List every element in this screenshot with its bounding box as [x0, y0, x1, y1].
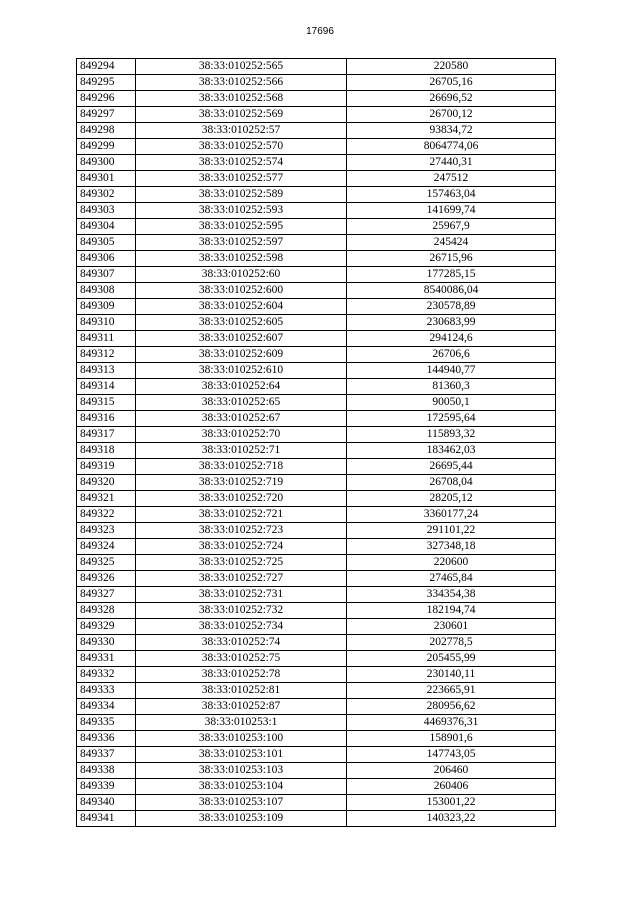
table-row: [77, 555, 556, 571]
cadastral-number-cell: 38:33:010253:109: [136, 811, 347, 827]
row-number-cell: 849317: [77, 427, 136, 443]
table-row: [77, 539, 556, 555]
row-number-cell: 849336: [77, 731, 136, 747]
value-cell: 8540086,04: [347, 283, 556, 299]
table-row: [77, 283, 556, 299]
row-number-cell: 849338: [77, 763, 136, 779]
cadastral-number-cell: 38:33:010252:598: [136, 251, 347, 267]
value-cell: 26695,44: [347, 459, 556, 475]
value-cell: 280956,62: [347, 699, 556, 715]
row-number-cell: 849316: [77, 411, 136, 427]
cadastral-number-cell: 38:33:010252:597: [136, 235, 347, 251]
cadastral-number-cell: 38:33:010252:75: [136, 651, 347, 667]
row-number-cell: 849331: [77, 651, 136, 667]
row-number-cell: 849295: [77, 75, 136, 91]
row-number-cell: 849311: [77, 331, 136, 347]
row-number-cell: 849297: [77, 107, 136, 123]
row-number-cell: 849296: [77, 91, 136, 107]
value-cell: 230578,89: [347, 299, 556, 315]
row-number-cell: 849294: [77, 59, 136, 75]
row-number-cell: 849333: [77, 683, 136, 699]
value-cell: 158901,6: [347, 731, 556, 747]
cadastral-number-cell: 38:33:010252:609: [136, 347, 347, 363]
row-number-cell: 849335: [77, 715, 136, 731]
row-number-cell: 849312: [77, 347, 136, 363]
row-number-cell: 849303: [77, 203, 136, 219]
value-cell: 153001,22: [347, 795, 556, 811]
table-row: [77, 203, 556, 219]
table-row: [77, 219, 556, 235]
cadastral-number-cell: 38:33:010252:734: [136, 619, 347, 635]
table-row: [77, 747, 556, 763]
cadastral-number-cell: 38:33:010253:100: [136, 731, 347, 747]
table-row: [77, 667, 556, 683]
table-row: [77, 651, 556, 667]
cadastral-number-cell: 38:33:010252:81: [136, 683, 347, 699]
value-cell: 334354,38: [347, 587, 556, 603]
row-number-cell: 849323: [77, 523, 136, 539]
value-cell: 4469376,31: [347, 715, 556, 731]
table-row: [77, 811, 556, 827]
cadastral-number-cell: 38:33:010252:87: [136, 699, 347, 715]
row-number-cell: 849298: [77, 123, 136, 139]
cadastral-number-cell: 38:33:010252:71: [136, 443, 347, 459]
table-row: [77, 379, 556, 395]
cadastral-number-cell: 38:33:010253:103: [136, 763, 347, 779]
cadastral-number-cell: 38:33:010252:723: [136, 523, 347, 539]
table-row: [77, 59, 556, 75]
cadastral-number-cell: 38:33:010252:731: [136, 587, 347, 603]
row-number-cell: 849314: [77, 379, 136, 395]
table-row: [77, 251, 556, 267]
cadastral-number-cell: 38:33:010253:104: [136, 779, 347, 795]
row-number-cell: 849318: [77, 443, 136, 459]
table-row: [77, 299, 556, 315]
row-number-cell: 849337: [77, 747, 136, 763]
value-cell: 230140,11: [347, 667, 556, 683]
row-number-cell: 849320: [77, 475, 136, 491]
table-row: [77, 443, 556, 459]
value-cell: 26700,12: [347, 107, 556, 123]
cadastral-number-cell: 38:33:010252:727: [136, 571, 347, 587]
value-cell: 27465,84: [347, 571, 556, 587]
row-number-cell: 849299: [77, 139, 136, 155]
table-row: [77, 139, 556, 155]
value-cell: 26715,96: [347, 251, 556, 267]
table-row: [77, 315, 556, 331]
value-cell: 26706,6: [347, 347, 556, 363]
row-number-cell: 849324: [77, 539, 136, 555]
cadastral-number-cell: 38:33:010253:107: [136, 795, 347, 811]
cadastral-number-cell: 38:33:010252:569: [136, 107, 347, 123]
cadastral-number-cell: 38:33:010252:719: [136, 475, 347, 491]
table-row: [77, 395, 556, 411]
value-cell: 3360177,24: [347, 507, 556, 523]
table-row: [77, 363, 556, 379]
table-row: [77, 91, 556, 107]
value-cell: 260406: [347, 779, 556, 795]
registry-table: [76, 58, 556, 827]
value-cell: 93834,72: [347, 123, 556, 139]
value-cell: 26696,52: [347, 91, 556, 107]
cadastral-number-cell: 38:33:010252:577: [136, 171, 347, 187]
table-row: [77, 75, 556, 91]
table-row: [77, 619, 556, 635]
value-cell: 202778,5: [347, 635, 556, 651]
table-row: [77, 571, 556, 587]
cadastral-number-cell: 38:33:010252:725: [136, 555, 347, 571]
table-row: [77, 411, 556, 427]
cadastral-number-cell: 38:33:010252:718: [136, 459, 347, 475]
table-row: [77, 523, 556, 539]
table-row: [77, 171, 556, 187]
table-row: [77, 699, 556, 715]
table-row: [77, 587, 556, 603]
value-cell: 205455,99: [347, 651, 556, 667]
value-cell: 230601: [347, 619, 556, 635]
row-number-cell: 849329: [77, 619, 136, 635]
row-number-cell: 849315: [77, 395, 136, 411]
row-number-cell: 849302: [77, 187, 136, 203]
table-row: [77, 475, 556, 491]
table-row: [77, 779, 556, 795]
cadastral-number-cell: 38:33:010252:600: [136, 283, 347, 299]
row-number-cell: 849310: [77, 315, 136, 331]
table-row: [77, 731, 556, 747]
table-row: [77, 123, 556, 139]
table-row: [77, 347, 556, 363]
value-cell: 140323,22: [347, 811, 556, 827]
row-number-cell: 849308: [77, 283, 136, 299]
table-row: [77, 459, 556, 475]
value-cell: 90050,1: [347, 395, 556, 411]
value-cell: 327348,18: [347, 539, 556, 555]
value-cell: 247512: [347, 171, 556, 187]
value-cell: 26705,16: [347, 75, 556, 91]
value-cell: 115893,32: [347, 427, 556, 443]
value-cell: 27440,31: [347, 155, 556, 171]
row-number-cell: 849307: [77, 267, 136, 283]
cadastral-number-cell: 38:33:010252:721: [136, 507, 347, 523]
cadastral-number-cell: 38:33:010252:607: [136, 331, 347, 347]
table-row: [77, 491, 556, 507]
row-number-cell: 849319: [77, 459, 136, 475]
cadastral-number-cell: 38:33:010252:605: [136, 315, 347, 331]
row-number-cell: 849309: [77, 299, 136, 315]
value-cell: 26708,04: [347, 475, 556, 491]
row-number-cell: 849321: [77, 491, 136, 507]
value-cell: 291101,22: [347, 523, 556, 539]
row-number-cell: 849332: [77, 667, 136, 683]
table-row: [77, 603, 556, 619]
table-row: [77, 187, 556, 203]
row-number-cell: 849322: [77, 507, 136, 523]
cadastral-number-cell: 38:33:010252:593: [136, 203, 347, 219]
table-row: [77, 427, 556, 443]
value-cell: 25967,9: [347, 219, 556, 235]
value-cell: 220600: [347, 555, 556, 571]
table-row: [77, 155, 556, 171]
row-number-cell: 849340: [77, 795, 136, 811]
cadastral-number-cell: 38:33:010252:568: [136, 91, 347, 107]
row-number-cell: 849334: [77, 699, 136, 715]
value-cell: 81360,3: [347, 379, 556, 395]
cadastral-number-cell: 38:33:010252:60: [136, 267, 347, 283]
value-cell: 220580: [347, 59, 556, 75]
cadastral-number-cell: 38:33:010252:57: [136, 123, 347, 139]
row-number-cell: 849325: [77, 555, 136, 571]
value-cell: 206460: [347, 763, 556, 779]
table-row: [77, 795, 556, 811]
cadastral-number-cell: 38:33:010252:610: [136, 363, 347, 379]
table-row: [77, 235, 556, 251]
cadastral-number-cell: 38:33:010252:70: [136, 427, 347, 443]
value-cell: 294124,6: [347, 331, 556, 347]
value-cell: 223665,91: [347, 683, 556, 699]
row-number-cell: 849313: [77, 363, 136, 379]
cadastral-number-cell: 38:33:010252:604: [136, 299, 347, 315]
row-number-cell: 849300: [77, 155, 136, 171]
cadastral-number-cell: 38:33:010252:74: [136, 635, 347, 651]
cadastral-number-cell: 38:33:010252:724: [136, 539, 347, 555]
table-row: [77, 763, 556, 779]
cadastral-number-cell: 38:33:010252:570: [136, 139, 347, 155]
value-cell: 182194,74: [347, 603, 556, 619]
cadastral-number-cell: 38:33:010252:732: [136, 603, 347, 619]
value-cell: 157463,04: [347, 187, 556, 203]
table-body: [77, 59, 556, 827]
row-number-cell: 849304: [77, 219, 136, 235]
value-cell: 230683,99: [347, 315, 556, 331]
value-cell: 147743,05: [347, 747, 556, 763]
page-number: 17696: [306, 26, 334, 37]
table-row: [77, 267, 556, 283]
value-cell: 172595,64: [347, 411, 556, 427]
cadastral-number-cell: 38:33:010252:78: [136, 667, 347, 683]
cadastral-number-cell: 38:33:010253:101: [136, 747, 347, 763]
value-cell: 177285,15: [347, 267, 556, 283]
row-number-cell: 849341: [77, 811, 136, 827]
cadastral-number-cell: 38:33:010252:65: [136, 395, 347, 411]
row-number-cell: 849305: [77, 235, 136, 251]
cadastral-number-cell: 38:33:010252:589: [136, 187, 347, 203]
row-number-cell: 849301: [77, 171, 136, 187]
table-row: [77, 635, 556, 651]
value-cell: 183462,03: [347, 443, 556, 459]
value-cell: 245424: [347, 235, 556, 251]
cadastral-number-cell: 38:33:010252:566: [136, 75, 347, 91]
cadastral-number-cell: 38:33:010252:595: [136, 219, 347, 235]
cadastral-number-cell: 38:33:010252:67: [136, 411, 347, 427]
value-cell: 8064774,06: [347, 139, 556, 155]
row-number-cell: 849328: [77, 603, 136, 619]
table-row: [77, 715, 556, 731]
table-row: [77, 507, 556, 523]
row-number-cell: 849327: [77, 587, 136, 603]
row-number-cell: 849326: [77, 571, 136, 587]
cadastral-number-cell: 38:33:010252:565: [136, 59, 347, 75]
value-cell: 28205,12: [347, 491, 556, 507]
cadastral-number-cell: 38:33:010252:64: [136, 379, 347, 395]
row-number-cell: 849306: [77, 251, 136, 267]
table-row: [77, 331, 556, 347]
row-number-cell: 849330: [77, 635, 136, 651]
value-cell: 141699,74: [347, 203, 556, 219]
table-row: [77, 683, 556, 699]
table-row: [77, 107, 556, 123]
row-number-cell: 849339: [77, 779, 136, 795]
cadastral-number-cell: 38:33:010253:1: [136, 715, 347, 731]
cadastral-number-cell: 38:33:010252:720: [136, 491, 347, 507]
cadastral-number-cell: 38:33:010252:574: [136, 155, 347, 171]
value-cell: 144940,77: [347, 363, 556, 379]
